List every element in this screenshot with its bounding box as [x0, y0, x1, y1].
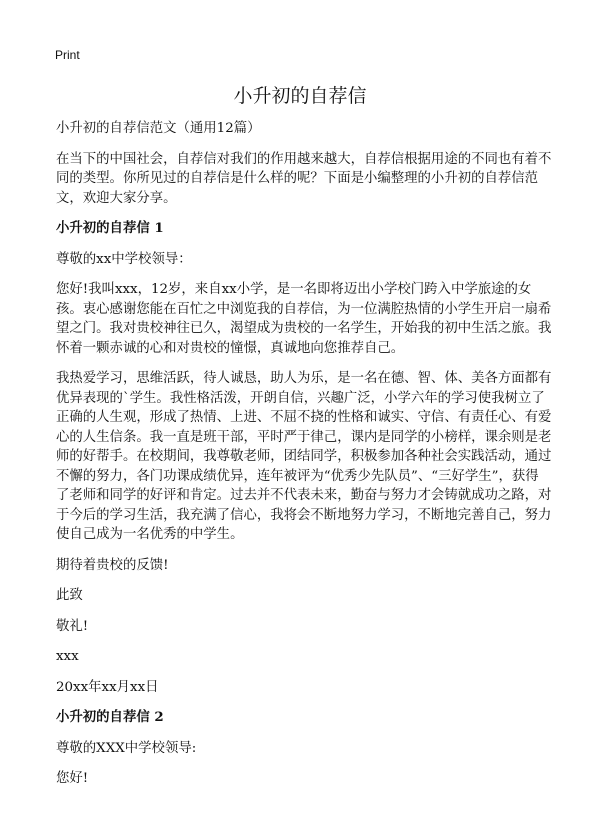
page-title: 小升初的自荐信 — [233, 85, 367, 107]
letter1-paragraph-1: 您好!我叫xxx，12岁，来自xx小学，是一名即将迈出小学校门跨入中学旅途的女孩。衷心感谢您能在百忙之中浏览我的自荐信，为一位满腔热情的小学生开启一扇希望之门。我对贵校神往已久，渴望成为贵校的一名学生，开始我的初中生活之旅。我怀着一颗赤诚的心和对贵校的憧憬，真诚地向您推荐自己。 — [56, 282, 552, 356]
letter2-heading: 小升初的自荐信 2 — [56, 709, 164, 725]
letter1-heading: 小升初的自荐信 1 — [56, 220, 164, 236]
letter2-salutation: 尊敬的XXX中学校领导: — [56, 740, 197, 756]
print-label[interactable]: Print — [55, 48, 80, 62]
letter1-paragraph-3: 期待着贵校的反馈! — [56, 557, 169, 573]
letter1-signature: xxx — [56, 649, 79, 664]
letter1-closing-1: 此致 — [56, 588, 83, 603]
document-subtitle: 小升初的自荐信范文（通用12篇） — [56, 121, 261, 136]
intro-paragraph: 在当下的中国社会，自荐信对我们的作用越来越大，自荐信根据用途的不同也有着不同的类型。你所见过的自荐信是什么样的呢？下面是小编整理的小升初的自荐信范文，欢迎大家分享。 — [56, 151, 552, 206]
letter2-greeting: 您好! — [56, 771, 89, 786]
document-body — [56, 119, 552, 800]
letter1-salutation: 尊敬的xx中学校领导： — [56, 251, 192, 267]
letter1-paragraph-2: 我热爱学习，思维活跃，待人诚恳，助人为乐，是一名在德、智、体、美各方面都有优异表现的`学生。我性格活泼，开朗自信，兴趣广泛，小学六年的学习使我树立了正确的人生观，形成了热情、上进、不屈不挠的性格和诚实、守信、有责任心、有爱心的人生信条。我一直是班干部，平时严于律己，课内是同学的小榜样，课余则是老师的好帮手。在校期间，我尊敬老师，团结同学，积极参加各种社会实践活动，通过不懈的努力，各门功课成绩优异，连年被评为“优秀少先队员”、“三好学生”，获得了老师和同学的好评和肯定。过去并不代表未来，勤奋与努力才会铸就成功之路，对于今后的学习生活，我充满了信心，我将会不断地努力学习，不断地完善自己，努力使自己成为一名优秀的中学生。 — [56, 371, 552, 542]
letter1-closing-2: 敬礼! — [56, 618, 89, 634]
letter1-date: 20xx年xx月xx日 — [56, 679, 159, 695]
